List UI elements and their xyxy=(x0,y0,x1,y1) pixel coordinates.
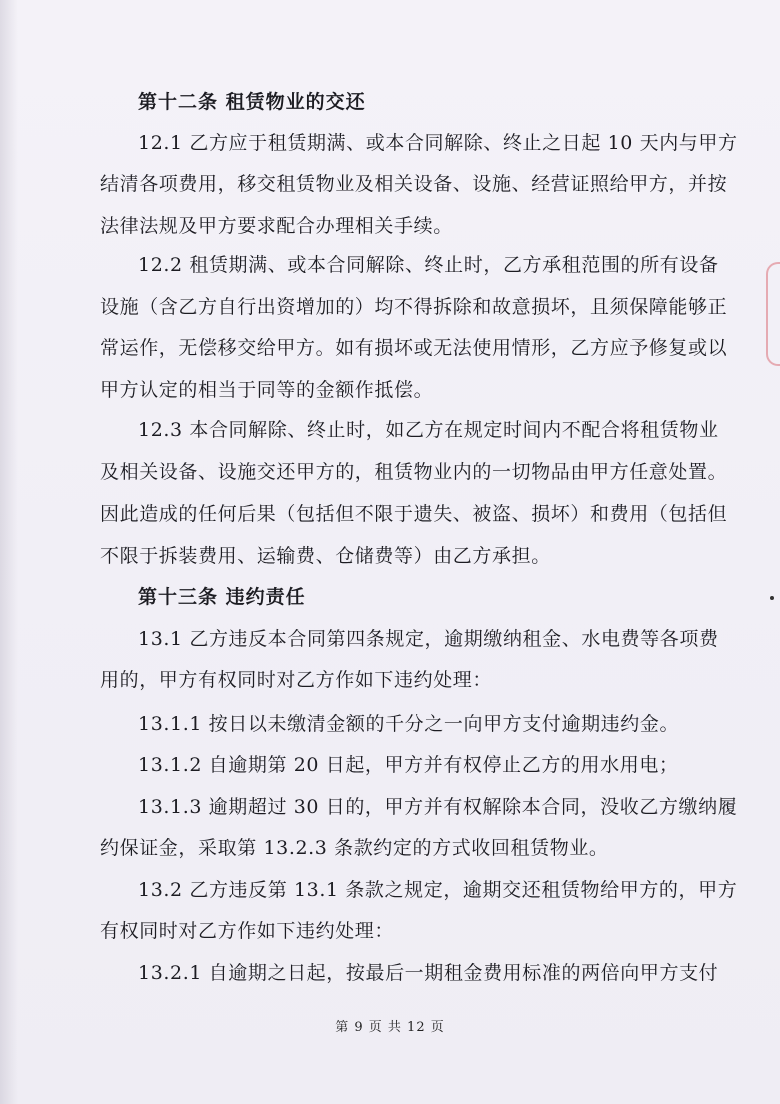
paragraph-line: 12.3 本合同解除、终止时，如乙方在规定时间内不配合将租赁物业 xyxy=(138,419,719,441)
paragraph-line: 13.1 乙方违反本合同第四条规定，逾期缴纳租金、水电费等各项费 xyxy=(138,628,719,650)
paragraph-line: 13.1.3 逾期超过 30 日的，甲方并有权解除本合同，没收乙方缴纳履 xyxy=(138,796,738,818)
paragraph-line: 及相关设备、设施交还甲方的，租赁物业内的一切物品由甲方任意处置。 xyxy=(100,461,728,483)
paragraph-line: 13.2 乙方违反第 13.1 条款之规定，逾期交还租赁物给甲方的，甲方 xyxy=(138,879,738,901)
section-heading: 第十三条 违约责任 xyxy=(138,586,306,608)
paragraph-line: 结清各项费用，移交租赁物业及相关设备、设施、经营证照给甲方，并按 xyxy=(100,173,728,195)
red-seal-fragment xyxy=(766,262,780,366)
paragraph-line: 13.2.1 自逾期之日起，按最后一期租金费用标准的两倍向甲方支付 xyxy=(138,962,719,984)
page-number-footer: 第 9 页 共 12 页 xyxy=(335,1020,445,1035)
paragraph-line: 因此造成的任何后果（包括但不限于遗失、被盗、损坏）和费用（包括但 xyxy=(100,503,728,525)
paragraph-line: 不限于拆装费用、运输费、仓储费等）由乙方承担。 xyxy=(100,545,551,567)
paragraph-line: 甲方认定的相当于同等的金额作抵偿。 xyxy=(100,379,434,401)
paragraph-line: 用的，甲方有权同时对乙方作如下违约处理： xyxy=(100,669,493,691)
paragraph-line: 设施（含乙方自行出资增加的）均不得拆除和故意损坏，且须保障能够正 xyxy=(100,296,728,318)
paragraph-line: 法律法规及甲方要求配合办理相关手续。 xyxy=(100,215,453,237)
paragraph-line: 12.2 租赁期满、或本合同解除、终止时，乙方承租范围的所有设备 xyxy=(138,254,719,276)
section-heading: 第十二条 租赁物业的交还 xyxy=(138,91,366,113)
scan-edge-shadow xyxy=(0,0,18,1104)
scan-speck xyxy=(770,596,774,600)
paragraph-line: 13.1.1 按日以未缴清金额的千分之一向甲方支付逾期违约金。 xyxy=(138,713,680,735)
paragraph-line: 有权同时对乙方作如下违约处理： xyxy=(100,920,395,942)
paragraph-line: 12.1 乙方应于租赁期满、或本合同解除、终止之日起 10 天内与甲方 xyxy=(138,132,738,154)
paragraph-line: 13.1.2 自逾期第 20 日起，甲方并有权停止乙方的用水用电； xyxy=(138,754,679,776)
paragraph-line: 常运作，无偿移交给甲方。如有损坏或无法使用情形，乙方应予修复或以 xyxy=(100,337,728,359)
paragraph-line: 约保证金，采取第 13.2.3 条款约定的方式收回租赁物业。 xyxy=(100,837,609,859)
